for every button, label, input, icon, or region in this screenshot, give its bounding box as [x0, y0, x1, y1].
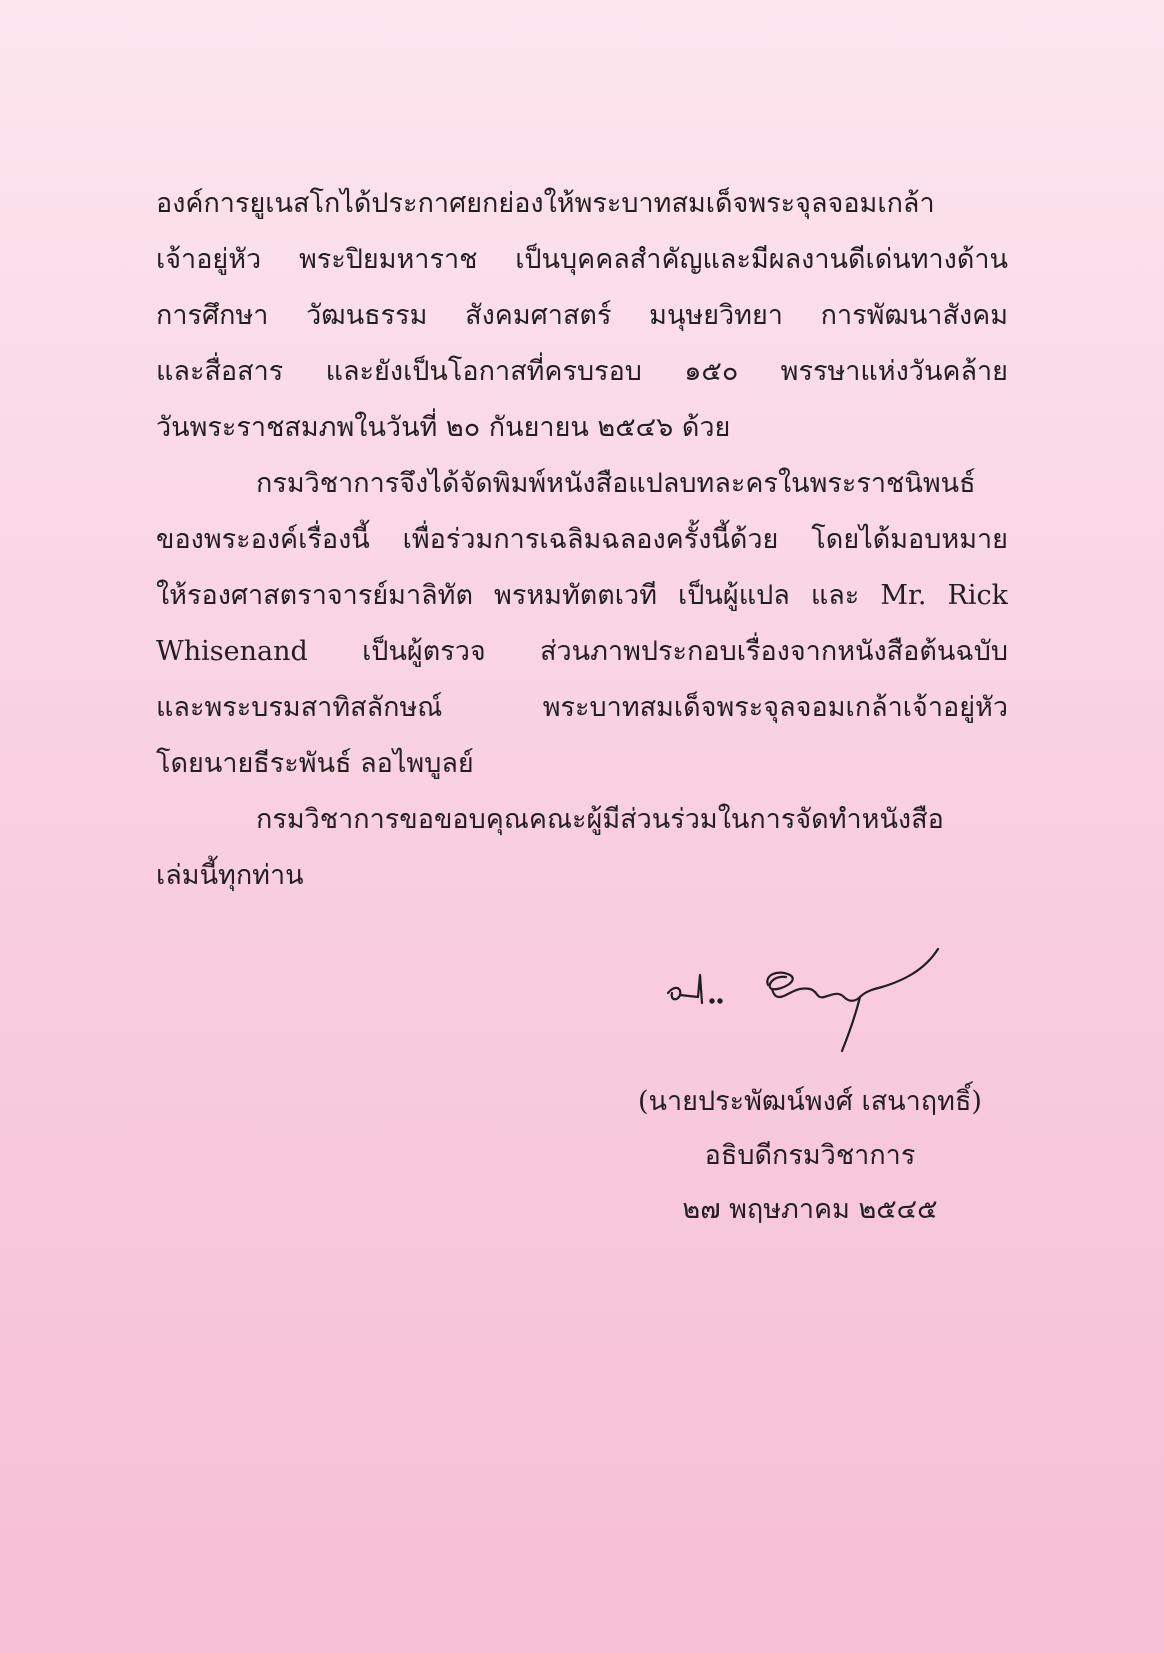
paragraph-1-line-3: การศึกษา วัฒนธรรม สังคมศาสตร์ มนุษยวิทยา การพัฒนาสังคม	[156, 300, 1008, 331]
paragraph-1-line-2: เจ้าอยู่หัว พระปิยมหาราช เป็นบุคคลสำคัญและมีผลงานดีเด่นทางด้าน	[156, 244, 1008, 275]
paragraph-2-line-4: Whisenand เป็นผู้ตรวจ ส่วนภาพประกอบเรื่องจากหนังสือต้นฉบับ	[156, 636, 1008, 667]
paragraph-2-line-2: ของพระองค์เรื่องนี้ เพื่อร่วมการเฉลิมฉลองครั้งนี้ด้วย โดยได้มอบหมาย	[156, 524, 1008, 555]
handwritten-signature	[660, 945, 945, 1060]
paragraph-2-line-1: กรมวิชาการจึงได้จัดพิมพ์หนังสือแปลบทละครในพระราชนิพนธ์	[256, 468, 976, 499]
signer-position: อธิบดีกรมวิชาการ	[704, 1140, 916, 1171]
signature-block	[600, 1075, 1020, 1237]
paragraph-2-line-3: ให้รองศาสตราจารย์มาลิทัต พรหมทัตตเวที เป็นผู้แปล และ Mr. Rick	[156, 580, 1008, 611]
signature-date: ๒๗ พฤษภาคม ๒๕๔๕	[682, 1194, 938, 1225]
paragraph-2-line-6: โดยนายธีระพันธ์ ลอไพบูลย์	[156, 748, 474, 779]
paragraph-2-line-5: และพระบรมสาทิสลักษณ์ พระบาทสมเด็จพระจุลจอมเกล้าเจ้าอยู่หัว	[156, 692, 1008, 723]
paragraph-1-line-4: และสื่อสาร และยังเป็นโอกาสที่ครบรอบ ๑๕๐ พรรษาแห่งวันคล้าย	[156, 356, 1008, 387]
paragraph-3-line-2: เล่มนี้ทุกท่าน	[156, 860, 304, 891]
paragraph-1-line-1: องค์การยูเนสโกได้ประกาศยกย่องให้พระบาทสมเด็จพระจุลจอมเกล้า	[156, 188, 935, 219]
letter-body	[156, 176, 1008, 904]
signer-name: (นายประพัฒน์พงศ์ เสนาฤทธิ์)	[638, 1086, 982, 1117]
paragraph-1-line-5: วันพระราชสมภพในวันที่ ๒๐ กันยายน ๒๕๔๖ ด้วย	[156, 412, 731, 443]
paragraph-3-line-1: กรมวิชาการขอขอบคุณคณะผู้มีส่วนร่วมในการจัดทำหนังสือ	[256, 804, 944, 835]
